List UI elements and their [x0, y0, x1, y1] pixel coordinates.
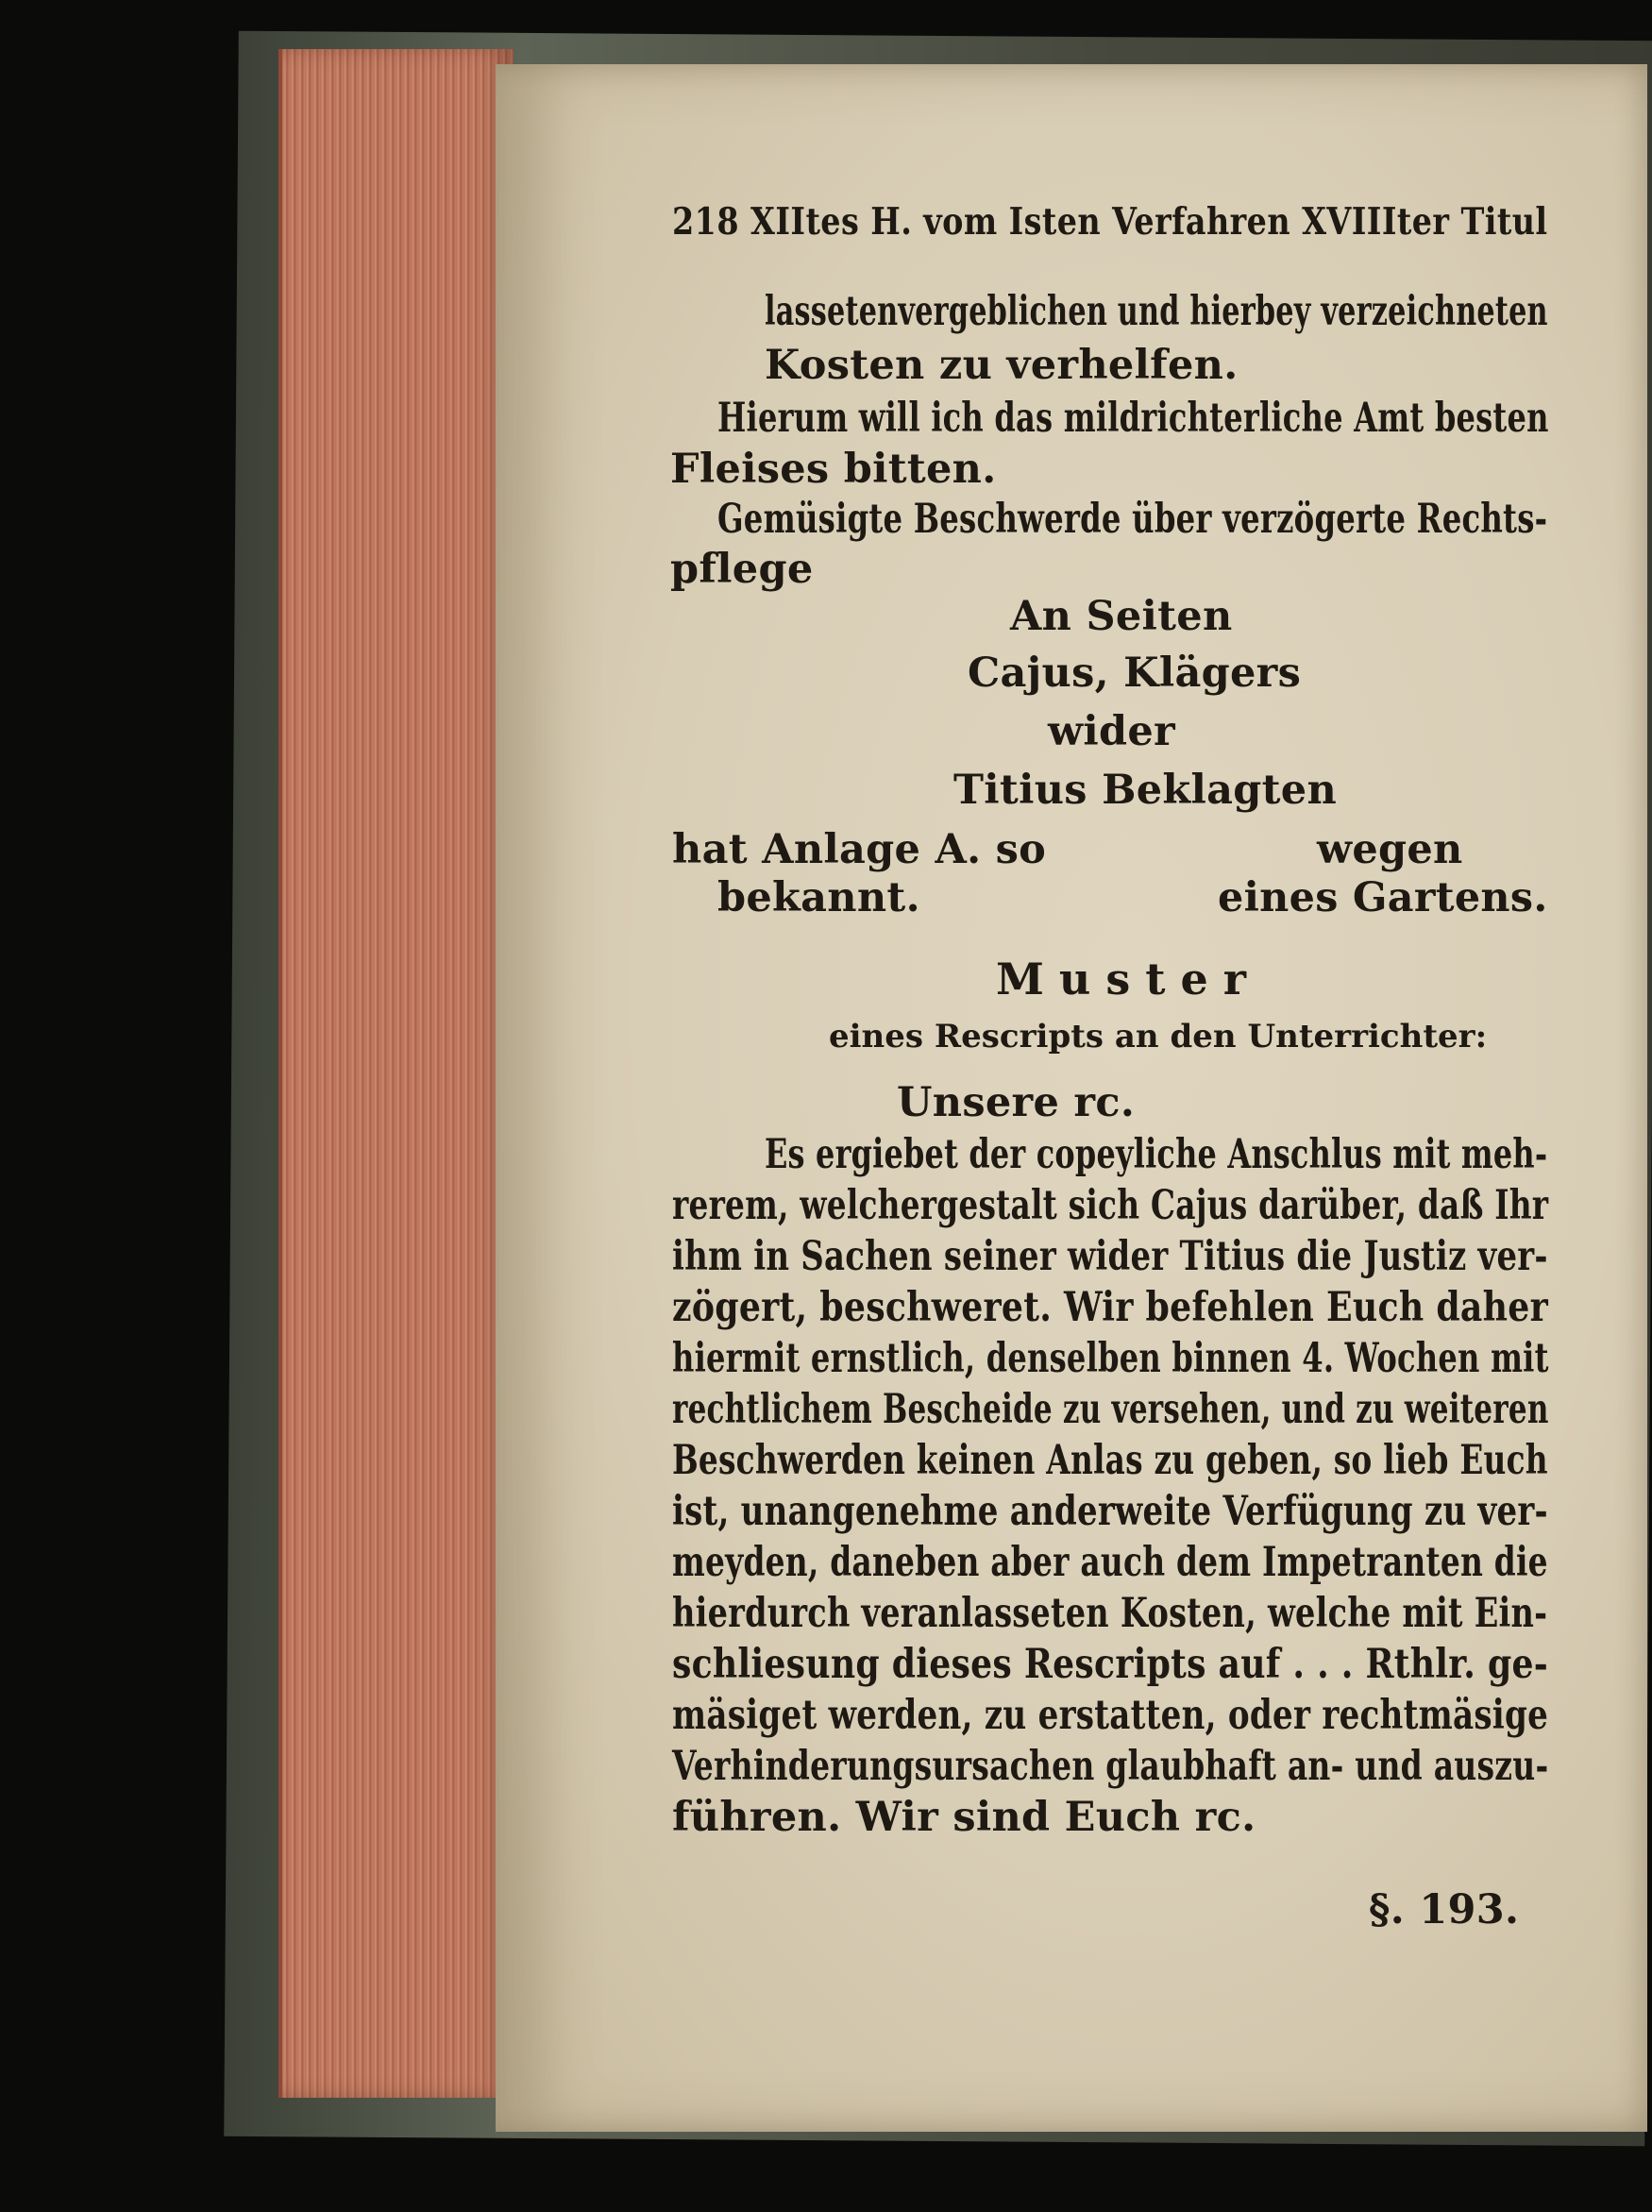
salutation: Unsere rc.	[897, 1079, 1136, 1126]
running-header: 218 XIItes H. vom Isten Verfahren XVIIIter Titul	[672, 200, 1548, 244]
rescript-line: schliesung dieses Rescripts auf . . . Rthlr. ge-	[672, 1641, 1549, 1688]
rescript-line: Es ergiebet der copeyliche Anschlus mit meh-	[765, 1131, 1548, 1178]
paragraph-line: Kosten zu verhelfen.	[765, 342, 1239, 389]
paragraph-line: Hierum will ich das mildrichterliche Amt besten	[717, 395, 1549, 442]
rescript-line: hierdurch veranlasseten Kosten, welche mit Ein-	[672, 1590, 1548, 1637]
muster-title: Muster	[996, 954, 1262, 1005]
paragraph-line: lassetenvergeblichen und hierbey verzeichneten	[765, 288, 1548, 335]
address-line: Cajus, Klägers	[968, 650, 1302, 697]
rescript-line: Verhinderungsursachen glaubhaft an- und auszu-	[672, 1743, 1549, 1790]
rescript-line: hiermit ernstlich, denselben binnen 4. Wochen mit	[672, 1335, 1549, 1382]
address-line: An Seiten	[1010, 593, 1233, 640]
address-right: wegen	[1317, 826, 1463, 873]
rescript-line: mäsiget werden, zu erstatten, oder rechtmäsige	[672, 1692, 1549, 1739]
rescript-line: rerem, welchergestalt sich Cajus darüber, daß Ihr	[672, 1182, 1549, 1229]
page-edges	[278, 49, 514, 2098]
rescript-line: ist, unangenehme anderweite Verfügung zu ver-	[672, 1488, 1548, 1535]
rescript-line: zögert, beschweret. Wir befehlen Euch daher	[672, 1284, 1548, 1331]
rescript-line: rechtlichem Bescheide zu versehen, und zu weiteren	[672, 1386, 1549, 1433]
address-right: eines Gartens.	[1218, 874, 1548, 921]
rescript-line: führen. Wir sind Euch rc.	[672, 1794, 1256, 1841]
address-left: hat Anlage A. so	[672, 826, 1047, 873]
rescript-line: ihm in Sachen seiner wider Titius die Justiz ver-	[672, 1233, 1548, 1280]
address-line: Titius Beklagten	[953, 767, 1338, 814]
rescript-line: Beschwerden keinen Anlas zu geben, so lieb Euch	[672, 1437, 1548, 1484]
address-left: bekannt.	[717, 874, 920, 921]
catchword: §. 193.	[1369, 1886, 1520, 1933]
address-line: wider	[1048, 708, 1175, 755]
muster-subtitle: eines Rescripts an den Unterrichter:	[829, 1018, 1488, 1055]
paragraph-line: Gemüsigte Beschwerde über verzögerte Rechts-	[717, 496, 1548, 543]
rescript-line: meyden, daneben aber auch dem Impetranten die	[672, 1539, 1548, 1586]
paragraph-line: pflege	[670, 546, 814, 593]
paragraph-line: Fleises bitten.	[670, 446, 997, 493]
